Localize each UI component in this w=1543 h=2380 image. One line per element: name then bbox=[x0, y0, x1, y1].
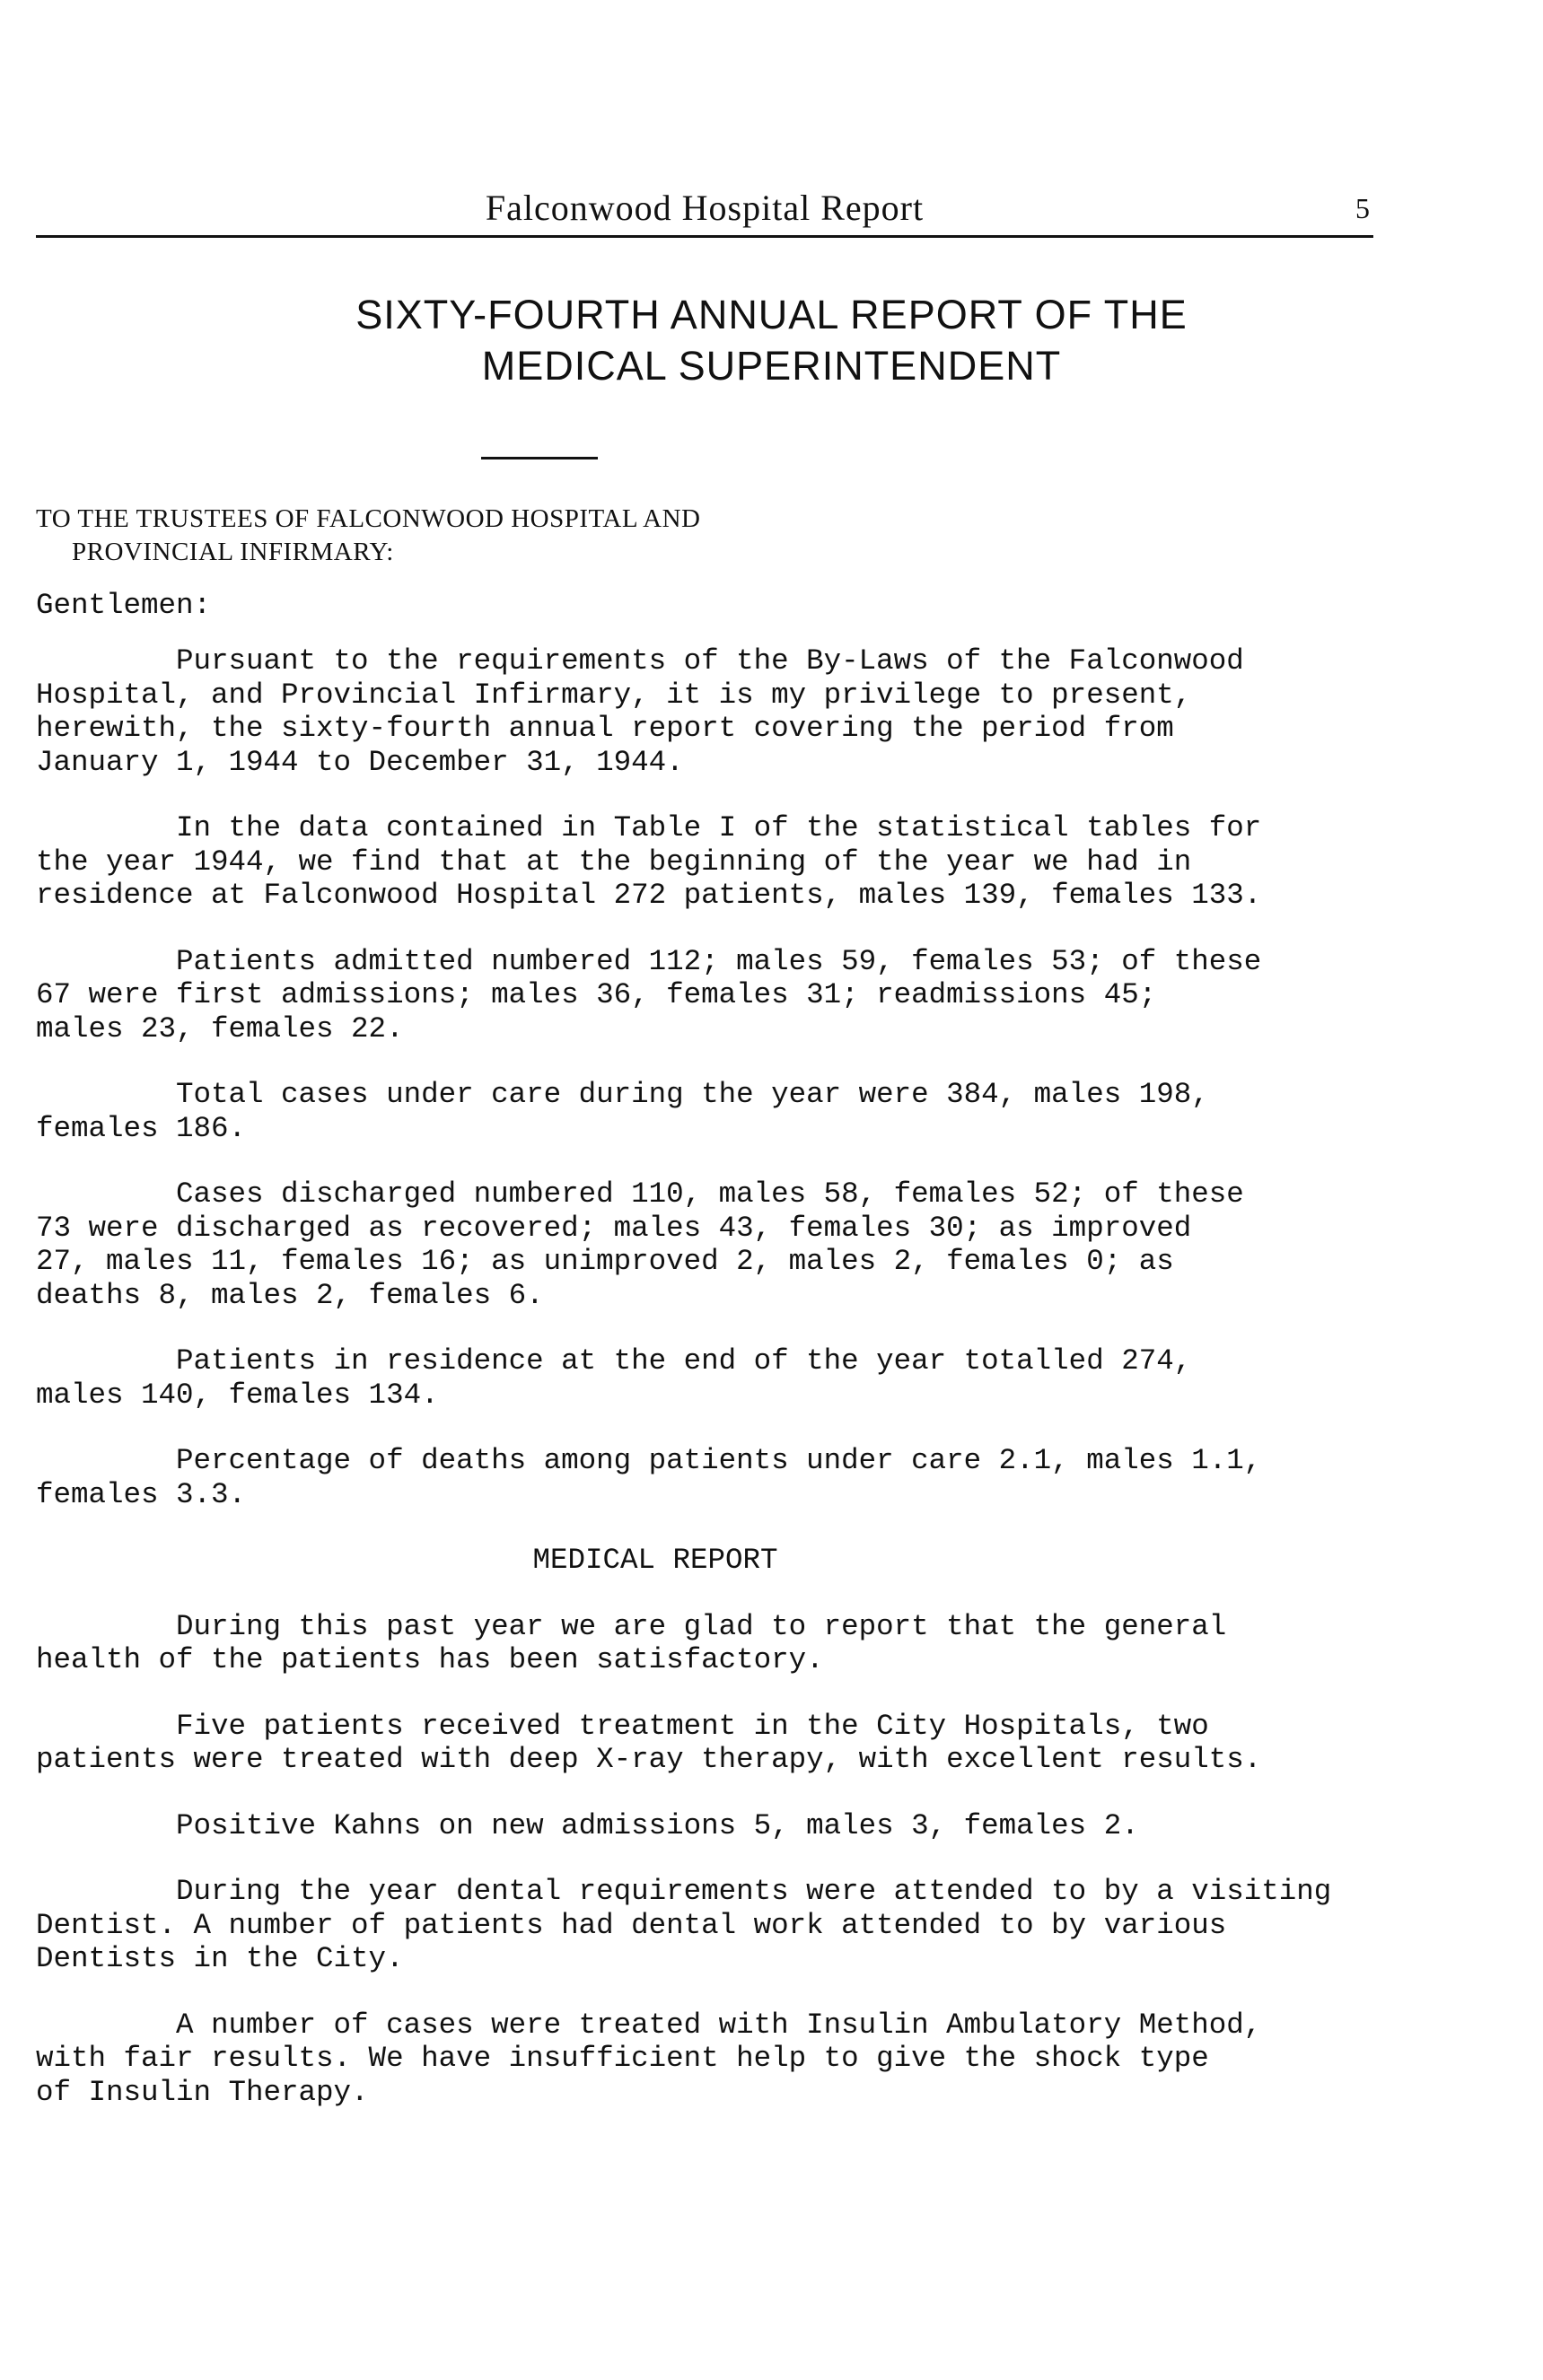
salutation: Gentlemen: bbox=[36, 589, 212, 622]
paragraph-insulin: A number of cases were treated with Insulin Ambulatory Method, with fair results. We have insufficient help to give the shock type of Insulin Therapy. bbox=[36, 2008, 1262, 2109]
paragraph-total-cases: Total cases under care during the year were 384, males 198, females 186. bbox=[36, 1078, 1209, 1145]
paragraph-general-health: During this past year we are glad to report that the general health of the patients has been satisfactory. bbox=[36, 1609, 1227, 1676]
paragraph-introduction: Pursuant to the requirements of the By-Laws of the Falconwood Hospital, and Provincial Infirmary, it is my privilege to present, herewith, the sixty-fourth annual report covering the period from January 1, 1944 to December 31, 1944. bbox=[36, 644, 1244, 779]
paragraph-admissions: Patients admitted numbered 112; males 59, females 53; of these 67 were first admissions; males 36, females 31; readmissions 45; males 23, females 22. bbox=[36, 944, 1262, 1046]
paragraph-year-end-residence: Patients in residence at the end of the year totalled 274, males 140, females 134. bbox=[36, 1344, 1192, 1412]
report-body bbox=[36, 644, 1508, 2141]
report-title-line-2: MEDICAL SUPERINTENDENT bbox=[481, 343, 1062, 389]
title-divider bbox=[481, 457, 598, 459]
addressee-line-2: PROVINCIAL INFIRMARY: bbox=[72, 538, 394, 566]
paragraph-dental: During the year dental requirements were attended to by a visiting Dentist. A number of patients had dental work attended to by various Dentists in the City. bbox=[36, 1875, 1332, 1975]
paragraph-discharges: Cases discharged numbered 110, males 58, females 52; of these 73 were discharged as recovered; males 43, females 30; as improved 27, males 11, females 16; as unimproved 2, males 2, females 0; as deaths 8, males 2, females 6. bbox=[36, 1177, 1244, 1312]
paragraph-initial-residence: In the data contained in Table I of the statistical tables for the year 1944, we find that at the beginning of the year we had in residence at Falconwood Hospital 272 patients, males 139, females 133. bbox=[36, 811, 1262, 912]
running-head bbox=[36, 187, 1373, 238]
addressee-line-1: TO THE TRUSTEES OF FALCONWOOD HOSPITAL AND bbox=[36, 504, 701, 533]
paragraph-kahns: Positive Kahns on new admissions 5, males 3, females 2. bbox=[36, 1808, 1139, 1842]
paragraph-city-hospitals: Five patients received treatment in the City Hospitals, two patients were treated with deep X-ray therapy, with excellent results. bbox=[36, 1709, 1262, 1776]
addressee bbox=[36, 503, 701, 569]
page-number: 5 bbox=[1355, 192, 1370, 224]
report-title bbox=[0, 289, 1543, 391]
medical-report-heading: MEDICAL REPORT bbox=[532, 1544, 778, 1577]
running-head-title: Falconwood Hospital Report bbox=[485, 188, 925, 228]
report-title-line-1: SIXTY-FOURTH ANNUAL REPORT OF THE bbox=[355, 292, 1188, 337]
paragraph-death-percentage: Percentage of deaths among patients under care 2.1, males 1.1, females 3.3. bbox=[36, 1444, 1262, 1511]
